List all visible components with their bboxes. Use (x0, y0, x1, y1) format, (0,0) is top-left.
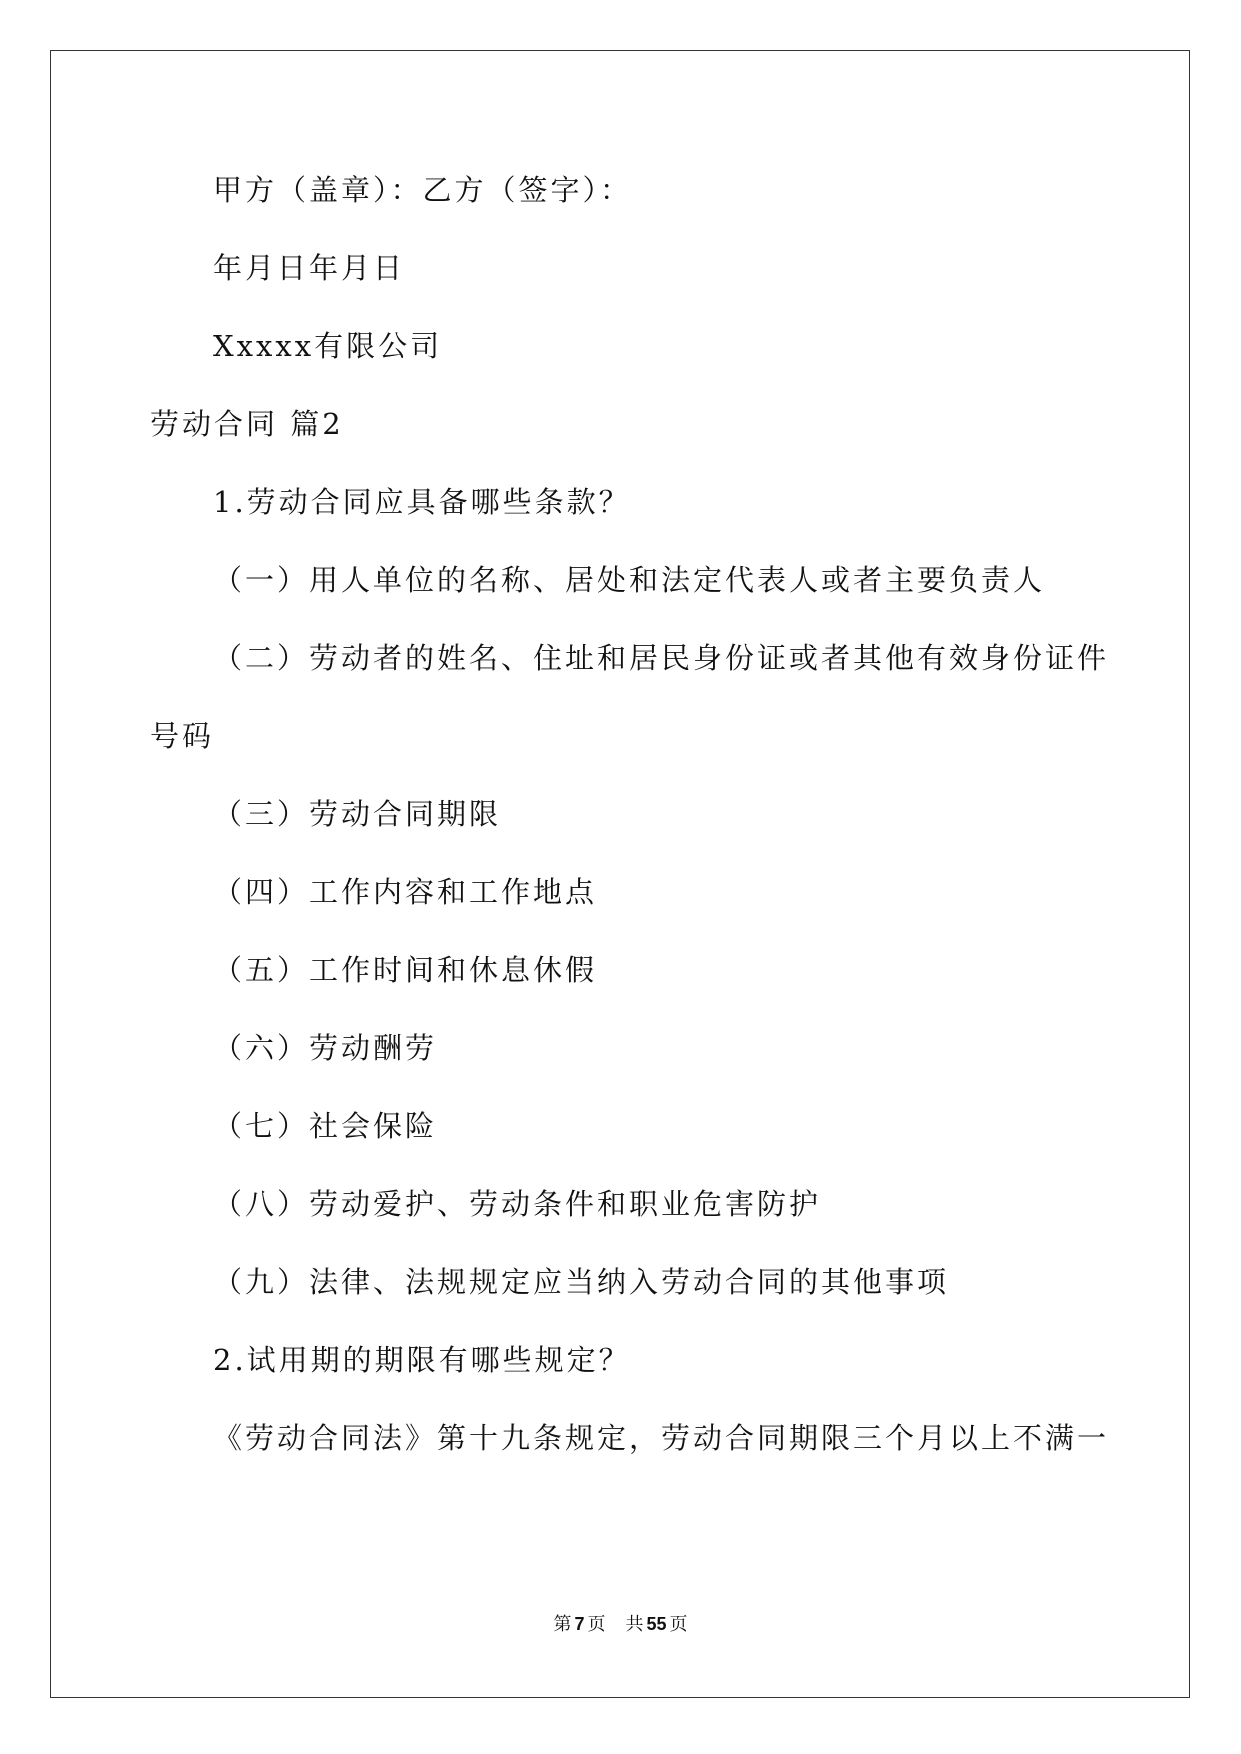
page-prefix: 第 (553, 1614, 572, 1635)
page-suffix: 页 (587, 1614, 606, 1635)
date-line: 年月日年月日 (213, 251, 406, 285)
total-suffix: 页 (669, 1614, 688, 1635)
page-number: 7 (574, 1614, 585, 1634)
clause-item-1: （一）用人单位的名称、居处和法定代表人或者主要负责人 (213, 563, 1046, 597)
clause-item-4: （四）工作内容和工作地点 (213, 875, 598, 909)
section-heading: 劳动合同 篇2 (150, 407, 344, 441)
clause-item-2: （二）劳动者的姓名、住址和居民身份证或者其他有效身份证件 (213, 641, 1110, 675)
clause-item-2-continuation: 号码 (150, 719, 215, 753)
question-heading-1: 1.劳动合同应具备哪些条款？ (213, 485, 631, 519)
clause-item-9: （九）法律、法规规定应当纳入劳动合同的其他事项 (213, 1265, 950, 1299)
question-heading-2: 2.试用期的期限有哪些规定？ (213, 1343, 631, 1377)
total-pages: 55 (646, 1614, 667, 1634)
clause-item-6: （六）劳动酬劳 (213, 1031, 438, 1065)
page-footer (0, 1612, 1241, 1637)
clause-item-5: （五）工作时间和休息休假 (213, 953, 598, 987)
total-prefix: 共 (625, 1614, 644, 1635)
signature-line: 甲方（盖章）：乙方（签字）： (213, 173, 633, 207)
body-paragraph: 《劳动合同法》第十九条规定，劳动合同期限三个月以上不满一 (213, 1421, 1110, 1455)
clause-item-7: （七）社会保险 (213, 1109, 438, 1143)
company-name: Xxxxx有限公司 (213, 329, 443, 363)
clause-item-3: （三）劳动合同期限 (213, 797, 502, 831)
clause-item-8: （八）劳动爱护、劳动条件和职业危害防护 (213, 1187, 822, 1221)
